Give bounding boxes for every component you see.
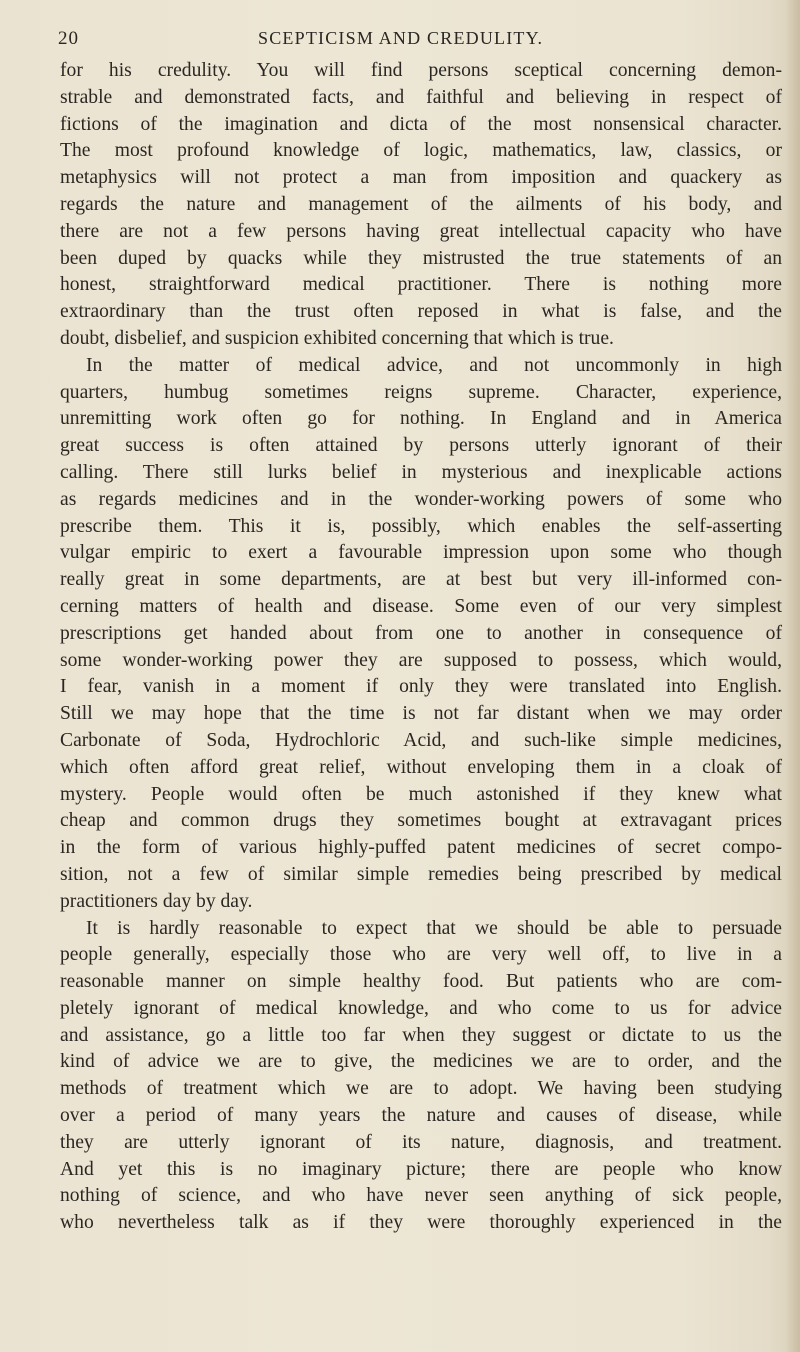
text-line: been duped by quacks while they mistrusted the true statements of an bbox=[60, 247, 782, 269]
paragraph-start-line: In the matter of medical advice, and not uncommonly in high bbox=[86, 354, 782, 376]
text-line: doubt, disbelief, and suspicion exhibited concerning that which is true. bbox=[60, 327, 614, 349]
text-line: vulgar empiric to exert a favourable impression upon some who though bbox=[60, 542, 782, 564]
text-line: methods of treatment which we are to adopt. We having been studying bbox=[60, 1078, 782, 1100]
text-line: And yet this is no imaginary picture; there are people who know bbox=[60, 1158, 782, 1180]
text-line: really great in some departments, are at best but very ill-informed con- bbox=[60, 569, 782, 591]
text-line: regards the nature and management of the ailments of his body, and bbox=[60, 193, 782, 215]
text-line: for his credulity. You will find persons sceptical concerning demon- bbox=[60, 60, 782, 81]
text-line: people generally, especially those who are very well off, to live in a bbox=[60, 944, 782, 966]
text-line: Carbonate of Soda, Hydrochloric Acid, and such-like simple medicines, bbox=[60, 729, 782, 751]
page-edge-shadow bbox=[786, 0, 800, 1352]
text-line: cheap and common drugs they sometimes bought at extravagant prices bbox=[60, 810, 782, 832]
text-line: cerning matters of health and disease. Some even of our very simplest bbox=[60, 595, 782, 617]
text-line: in the form of various highly-puffed patent medicines of secret compo- bbox=[60, 837, 782, 859]
text-line: prescriptions get handed about from one to another in consequence of bbox=[60, 622, 782, 644]
text-line: over a period of many years the nature and causes of disease, while bbox=[60, 1105, 782, 1127]
text-line: great success is often attained by persons utterly ignorant of their bbox=[60, 435, 782, 457]
page-number: 20 bbox=[58, 28, 79, 49]
text-line: practitioners day by day. bbox=[60, 890, 253, 912]
paragraph-start-line: It is hardly reasonable to expect that we should be able to persuade bbox=[86, 917, 782, 939]
text-line: which often afford great relief, without enveloping them in a cloak of bbox=[60, 756, 782, 778]
text-line: mystery. People would often be much astonished if they knew what bbox=[60, 783, 782, 805]
text-line: they are utterly ignorant of its nature, diagnosis, and treatment. bbox=[60, 1131, 782, 1153]
text-line: prescribe them. This it is, possibly, which enables the self-asserting bbox=[60, 515, 782, 537]
text-line: there are not a few persons having great intellectual capacity who have bbox=[60, 220, 782, 242]
text-line: calling. There still lurks belief in mysterious and inexplicable actions bbox=[60, 461, 782, 483]
text-line: who nevertheless talk as if they were thoroughly experienced in the bbox=[60, 1212, 782, 1234]
page-header bbox=[58, 28, 778, 58]
text-line: Still we may hope that the time is not far distant when we may order bbox=[60, 703, 782, 725]
text-line: sition, not a few of similar simple remedies being prescribed by medical bbox=[60, 863, 782, 885]
text-line: reasonable manner on simple healthy food. But patients who are com- bbox=[60, 971, 782, 993]
text-line: fictions of the imagination and dicta of the most nonsensical character. bbox=[60, 113, 782, 135]
text-line: strable and demonstrated facts, and faithful and believing in respect of bbox=[60, 86, 782, 108]
body-text bbox=[60, 58, 782, 1237]
running-head: SCEPTICISM AND CREDULITY. bbox=[258, 28, 544, 48]
text-line: The most profound knowledge of logic, mathematics, law, classics, or bbox=[60, 140, 782, 162]
text-line: kind of advice we are to give, the medicines we are to order, and the bbox=[60, 1051, 782, 1073]
text-line: some wonder-working power they are supposed to possess, which would, bbox=[60, 649, 782, 671]
text-line: metaphysics will not protect a man from imposition and quackery as bbox=[60, 167, 782, 189]
text-line: I fear, vanish in a moment if only they were translated into English. bbox=[60, 676, 782, 698]
text-line: pletely ignorant of medical knowledge, and who come to us for advice bbox=[60, 997, 782, 1019]
text-line: honest, straightforward medical practitioner. There is nothing more bbox=[60, 274, 782, 296]
text-line: unremitting work often go for nothing. In England and in America bbox=[60, 408, 782, 430]
text-line: as regards medicines and in the wonder-working powers of some who bbox=[60, 488, 782, 510]
text-line: and assistance, go a little too far when they suggest or dictate to us the bbox=[60, 1024, 782, 1046]
text-line: nothing of science, and who have never seen anything of sick people, bbox=[60, 1185, 782, 1207]
text-line: extraordinary than the trust often reposed in what is false, and the bbox=[60, 301, 782, 323]
text-line: quarters, humbug sometimes reigns supreme. Character, experience, bbox=[60, 381, 782, 403]
